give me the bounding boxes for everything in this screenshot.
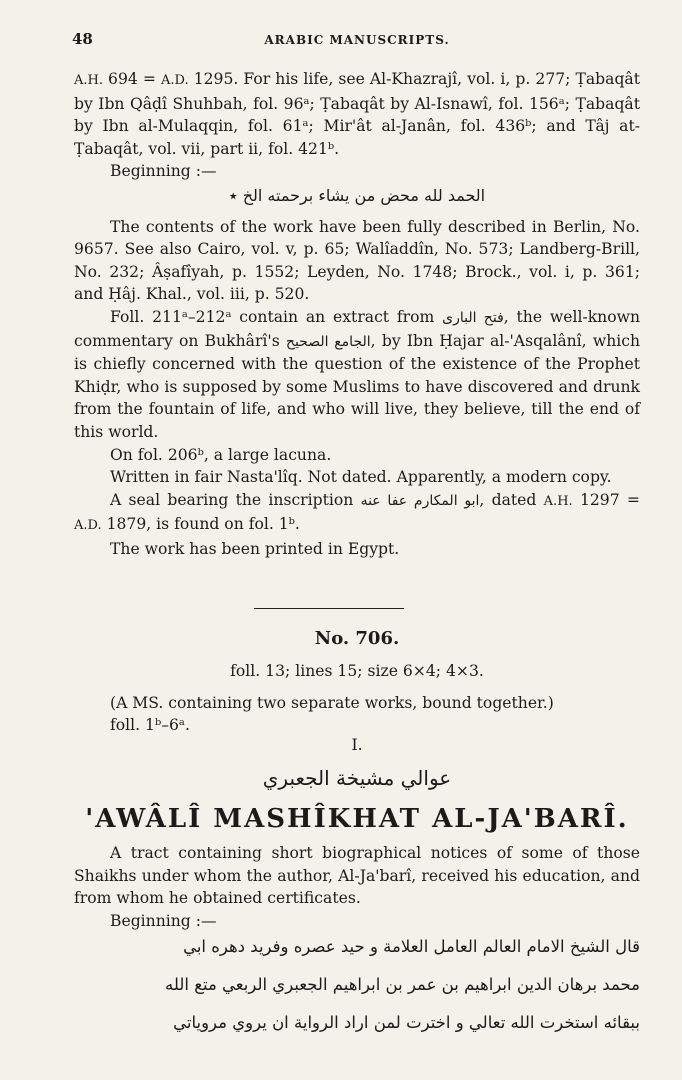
paragraph-seal: A seal bearing the inscription ابو المكارم عفا عنه, dated A.H. 1297 = A.D. 1879, is found on fol. 1ᵇ. (74, 490, 640, 534)
work-numeral: I. (351, 736, 363, 754)
beginning-arabic: الحمد لله محض من يشاء برحمته الخ ٭ (228, 185, 486, 205)
beginning-label: Beginning :— (110, 162, 217, 181)
work-description (74, 842, 640, 934)
page-number: 48 (72, 30, 93, 48)
arabic-line-1: قال الشيخ الامام العالم العامل العلامة و حيد عصره وفريد دهره ابي (183, 937, 640, 956)
tract-paragraph: A tract containing short biographical notices of some of those Shaikhs under whom the author, Al-Ja'barî, received his education, and from whom he obtained certificates. (74, 844, 640, 908)
running-header (72, 30, 642, 50)
section-divider (254, 608, 404, 609)
entry-note (110, 692, 554, 736)
paragraph-contents: The contents of the work have been fully described in Berlin, No. 9657. See also Cairo, vol. v, p. 65; Walîaddîn, No. 573; Landberg-Brill, No. 232; Âṣafîyah, p. 1552; Leyden, No. 1748; Brock., vol. i, p. 361; and Ḥâj. Khal., vol. iii, p. 520. (74, 217, 640, 304)
work-arabic-title: عوالي مشيخة الجعبري (262, 766, 452, 790)
entry-folio-info: foll. 13; lines 15; size 6×4; 4×3. (230, 662, 484, 680)
paragraph-life-references: A.H. 694 = A.D. 1295. For his life, see Al-Khazrajî, vol. i, p. 277; Ṭabaqât by Ibn Qâḍî Shuhbah, fol. 96ᵃ; Ṭabaqât by Al-Isnawî, fol. 156ᵃ; Ṭabaqât by Ibn al-Mulaqqin, fol. 61ᵃ; Mir'ât al-Janân, fol. 436ᵇ; and Tâj at-Ṭabaqât, vol. vii, part ii, fol. 421ᵇ. (74, 70, 640, 158)
arabic-line-2: محمد برهان الدين ابراهيم بن عمر بن ابراهيم الجعبري الربعي متع الله (165, 975, 640, 994)
work-title: 'AWÂLÎ MASHÎKHAT AL-JA'BARÎ. (85, 804, 629, 834)
first-section (74, 68, 640, 560)
running-title: ARABIC MANUSCRIPTS. (264, 33, 450, 47)
entry-note-line1: (A MS. containing two separate works, bound together.) (110, 694, 554, 712)
entry-note-line2: foll. 1ᵇ–6ᵃ. (110, 716, 190, 734)
paragraph-script: Written in fair Nasta'lîq. Not dated. Apparently, a modern copy. (110, 468, 612, 487)
paragraph-lacuna: On fol. 206ᵇ, a large lacuna. (110, 445, 332, 464)
tract-beginning-label: Beginning :— (110, 911, 217, 930)
arabic-line-3: ببقائه استخرت الله تعالي و اخترت لمن اراد الرواية ان يروي مروياتي (173, 1013, 640, 1032)
paragraph-printed: The work has been printed in Egypt. (110, 539, 400, 558)
entry-number: No. 706. (314, 628, 400, 649)
paragraph-extract: Foll. 211ᵃ–212ᵃ contain an extract from فتح البارى, the well-known commentary on Bukhârî's الجامع الصحيح, by Ibn Ḥajar al-'Asqalânî, which is chiefly concerned with the question of the existence of the Prophet Khiḍr, who is supposed by some Muslims to have discovered and drunk from the fountain of life, and who will live, they believe, till the end of this world. (74, 307, 641, 441)
